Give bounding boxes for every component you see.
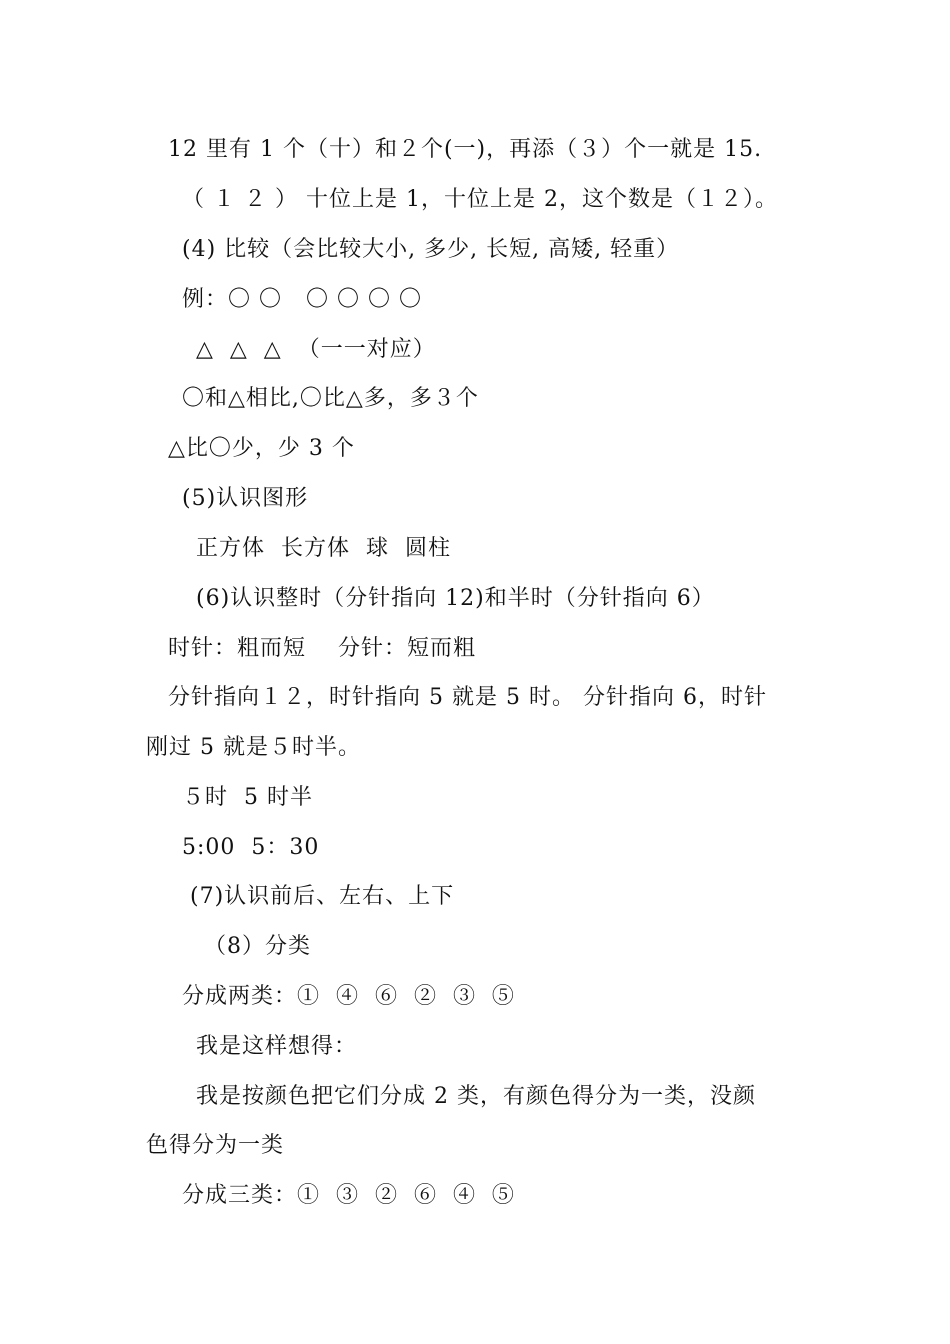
text-line-shape-names: 正方体 长方体 球 圆柱 xyxy=(196,536,451,561)
section-heading-compare: (4) 比较（会比较大小, 多少, 长短, 高矮, 轻重） xyxy=(182,237,680,262)
text-line-my-thinking: 我是这样想得： xyxy=(196,1034,358,1059)
text-line-tens-digit: （ １ ２ ） 十位上是 1，十位上是 2，这个数是（１２）。 xyxy=(182,187,778,212)
section-heading-shapes: (5)认识图形 xyxy=(182,486,309,511)
text-line-by-color-2: 色得分为一类 xyxy=(146,1133,285,1158)
text-line-three-groups: 分成三类：① ③ ② ⑥ ④ ⑤ xyxy=(182,1183,515,1208)
section-heading-time: (6)认识整时（分针指向 12)和半时（分针指向 6） xyxy=(196,586,715,611)
section-heading-classify: （8）分类 xyxy=(204,934,311,959)
text-line-clock-hands: 时针：粗而短 分针：短而粗 xyxy=(168,636,476,661)
text-line-time-words: ５时 5 时半 xyxy=(182,785,313,810)
text-line-two-groups: 分成两类：① ④ ⑥ ② ③ ⑤ xyxy=(182,984,515,1009)
text-line-time-digital: 5:00 5：30 xyxy=(182,835,320,860)
section-heading-directions: (7)认识前后、左右、上下 xyxy=(190,884,455,909)
example-triangles: △ △ △ （一一对应） xyxy=(196,337,436,362)
text-line-place-value: 12 里有 1 个（十）和２个(一)，再添（３）个一就是 15. xyxy=(168,137,763,162)
text-line-time-rule-1: 分针指向１２，时针指向 5 就是 5 时。 分针指向 6，时针 xyxy=(168,685,767,710)
example-circles: 例：〇 〇 〇 〇 〇 〇 xyxy=(182,287,422,312)
text-line-triangles-fewer: △比〇少，少 3 个 xyxy=(168,436,355,461)
text-line-circles-more: 〇和△相比,〇比△多，多３个 xyxy=(182,386,479,411)
text-line-by-color-1: 我是按颜色把它们分成 2 类，有颜色得分为一类，没颜 xyxy=(196,1084,756,1109)
text-line-time-rule-2: 刚过 5 就是５时半。 xyxy=(146,735,361,760)
